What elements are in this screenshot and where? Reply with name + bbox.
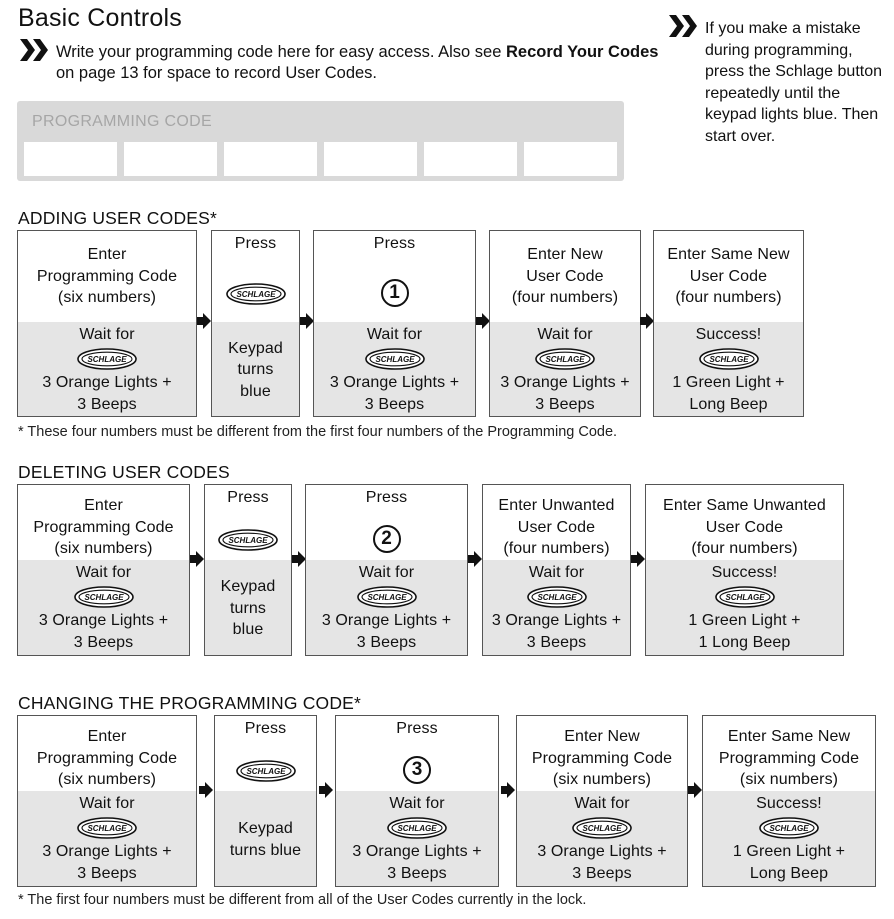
- step-status-label: Wait for: [574, 795, 630, 812]
- keypad-number-1-icon: 1: [381, 279, 409, 307]
- svg-text:SCHLAGE: SCHLAGE: [245, 766, 286, 776]
- svg-text:SCHLAGE: SCHLAGE: [366, 593, 407, 602]
- page-title: Basic Controls: [18, 4, 182, 32]
- svg-text:SCHLAGE: SCHLAGE: [545, 355, 585, 364]
- schlage-button-icon: [226, 283, 286, 310]
- step-result-text: 1 Green Light +: [732, 843, 846, 860]
- deleting-section-title: DELETING USER CODES: [18, 462, 230, 482]
- deleting-step-card: [204, 484, 292, 656]
- step-result-text: 3 Beeps: [77, 865, 137, 882]
- step-status-label: Wait for: [79, 326, 135, 343]
- step-result-text: 3 Beeps: [572, 865, 632, 882]
- step-instruction-text: Enter: [84, 497, 123, 514]
- double-chevron-icon: [669, 15, 699, 37]
- step-instruction-text: User Code: [689, 267, 768, 285]
- step-instruction-text: Programming Code: [33, 518, 174, 536]
- adding-step-card: [17, 230, 197, 417]
- keypad-number-2-icon: 2: [373, 525, 401, 553]
- intro-bold-link: Record Your Codes: [505, 43, 659, 61]
- svg-text:SCHLAGE: SCHLAGE: [87, 355, 127, 364]
- step-result-text: 3 Beeps: [73, 634, 134, 651]
- intro-text: [56, 42, 666, 84]
- svg-text:SCHLAGE: SCHLAGE: [536, 593, 577, 602]
- step-result-text: Keypad: [228, 339, 283, 357]
- step-result-text: turns blue: [229, 841, 302, 859]
- step-instruction-text: Press: [227, 489, 269, 506]
- flow-arrow-icon: [501, 782, 515, 798]
- schlage-lights-icon: [572, 817, 632, 844]
- step-status-label: Wait for: [537, 326, 593, 343]
- step-result-text: 1 Green Light +: [672, 374, 785, 391]
- step-status-label: Success!: [695, 326, 762, 343]
- step-instruction-text: Enter Same New: [727, 728, 851, 745]
- step-instruction-text: Press: [396, 720, 438, 737]
- svg-text:SCHLAGE: SCHLAGE: [397, 824, 437, 833]
- step-instruction-text: Enter Unwanted: [498, 497, 615, 514]
- step-instruction-text: Press: [365, 489, 408, 506]
- step-result-text: 3 Orange Lights +: [537, 843, 667, 860]
- flow-arrow-icon: [688, 782, 702, 798]
- step-instruction-text: (six numbers): [54, 540, 153, 557]
- step-result-text: 3 Orange Lights +: [42, 374, 172, 391]
- svg-text:SCHLAGE: SCHLAGE: [582, 824, 622, 833]
- programming-code-panel: [17, 101, 624, 181]
- step-result-text: 1 Long Beep: [698, 634, 791, 651]
- changing-step-card: [335, 715, 499, 887]
- changing-section-title: CHANGING THE PROGRAMMING CODE*: [18, 693, 362, 713]
- step-instruction-text: Enter New: [527, 246, 603, 264]
- step-status-label: Success!: [711, 564, 778, 581]
- schlage-button-icon: [236, 760, 296, 787]
- step-result-text: Keypad: [220, 578, 276, 596]
- schlage-lights-icon: [715, 586, 775, 613]
- adding-section-title: ADDING USER CODES*: [18, 208, 218, 228]
- step-result-text: 3 Beeps: [526, 634, 587, 651]
- step-instruction-text: Press: [373, 235, 416, 252]
- changing-step-card: [516, 715, 688, 887]
- step-status-label: Wait for: [528, 564, 585, 581]
- svg-text:SCHLAGE: SCHLAGE: [228, 535, 268, 545]
- step-result-text: 3 Beeps: [364, 396, 425, 413]
- svg-text:SCHLAGE: SCHLAGE: [374, 355, 415, 364]
- step-result-text: blue: [232, 621, 264, 639]
- svg-text:SCHLAGE: SCHLAGE: [724, 593, 765, 602]
- step-result-text: 3 Orange Lights +: [352, 843, 482, 860]
- code-digit-box[interactable]: [424, 142, 517, 176]
- flow-arrow-icon: [199, 782, 213, 798]
- code-digit-box[interactable]: [524, 142, 617, 176]
- step-result-text: 3 Orange Lights +: [329, 374, 460, 391]
- flow-arrow-icon: [292, 551, 306, 567]
- adding-footnote: * These four numbers must be different from the first four numbers of the Programming Code.: [18, 424, 618, 440]
- step-instruction-text: Press: [244, 720, 287, 737]
- step-result-text: 3 Orange Lights +: [500, 374, 630, 391]
- svg-text:SCHLAGE: SCHLAGE: [87, 824, 127, 833]
- step-instruction-text: Enter: [87, 728, 127, 745]
- flow-arrow-icon: [476, 313, 490, 329]
- step-result-text: 3 Orange Lights +: [42, 843, 172, 860]
- step-instruction-text: (four numbers): [675, 289, 782, 307]
- flow-arrow-icon: [319, 782, 333, 798]
- deleting-step-card: [305, 484, 468, 656]
- step-status-label: Success!: [756, 795, 822, 812]
- changing-step-card: [702, 715, 876, 887]
- step-result-text: Long Beep: [749, 865, 829, 882]
- step-instruction-text: Programming Code: [718, 749, 860, 767]
- svg-text:SCHLAGE: SCHLAGE: [83, 593, 124, 602]
- step-instruction-text: (six numbers): [552, 771, 652, 788]
- code-digit-box[interactable]: [24, 142, 117, 176]
- step-instruction-text: Press: [234, 235, 277, 252]
- step-result-text: 3 Beeps: [356, 634, 417, 651]
- schlage-lights-icon: [759, 817, 819, 844]
- step-instruction-text: Programming Code: [531, 749, 673, 767]
- schlage-lights-icon: [387, 817, 447, 844]
- flow-arrow-icon: [190, 551, 204, 567]
- step-result-text: 3 Beeps: [387, 865, 447, 882]
- step-status-label: Wait for: [358, 564, 415, 581]
- flow-arrow-icon: [640, 313, 654, 329]
- schlage-lights-icon: [699, 348, 759, 375]
- schlage-lights-icon: [77, 817, 137, 844]
- deleting-step-card: [645, 484, 844, 656]
- step-result-text: turns: [229, 599, 267, 617]
- step-status-label: Wait for: [79, 795, 135, 812]
- flow-arrow-icon: [468, 551, 482, 567]
- step-instruction-text: Enter: [87, 246, 127, 264]
- step-result-text: turns: [237, 361, 274, 379]
- programming-code-label: PROGRAMMING CODE: [32, 113, 212, 130]
- svg-text:SCHLAGE: SCHLAGE: [769, 824, 809, 833]
- step-result-text: Long Beep: [689, 396, 768, 413]
- changing-step-card: [214, 715, 317, 887]
- mistake-tip: If you make a mistake during programming, press the Schlage button repeatedly until the keypad lights blue. Then start over.: [705, 20, 883, 145]
- schlage-lights-icon: [527, 586, 587, 613]
- step-instruction-text: (four numbers): [503, 540, 610, 557]
- schlage-lights-icon: [74, 586, 134, 613]
- code-digit-box[interactable]: [324, 142, 417, 176]
- flow-arrow-icon: [300, 313, 314, 329]
- step-status-label: Wait for: [75, 564, 132, 581]
- intro-text-start: Write your programming code here for easy access. Also see: [56, 43, 506, 61]
- step-status-label: Wait for: [389, 795, 445, 812]
- step-instruction-text: Enter Same New: [667, 246, 790, 264]
- svg-text:SCHLAGE: SCHLAGE: [708, 355, 749, 364]
- schlage-lights-icon: [357, 586, 417, 613]
- adding-step-card: [489, 230, 641, 417]
- step-result-text: 3 Orange Lights +: [321, 612, 452, 629]
- step-result-text: 3 Orange Lights +: [491, 612, 622, 629]
- deleting-step-card: [17, 484, 190, 656]
- step-instruction-text: (four numbers): [691, 540, 798, 557]
- step-instruction-text: Enter Same Unwanted: [663, 497, 826, 514]
- schlage-lights-icon: [535, 348, 595, 375]
- adding-step-card: [211, 230, 300, 417]
- step-result-text: 1 Green Light +: [688, 612, 801, 629]
- step-instruction-text: (six numbers): [57, 771, 157, 788]
- step-result-text: 3 Orange Lights +: [38, 612, 169, 629]
- changing-step-card: [17, 715, 197, 887]
- step-result-text: Keypad: [238, 820, 293, 837]
- step-instruction-text: User Code: [517, 518, 596, 536]
- step-instruction-text: (six numbers): [739, 771, 839, 788]
- deleting-step-card: [482, 484, 631, 656]
- step-result-text: blue: [240, 382, 271, 400]
- flow-arrow-icon: [631, 551, 645, 567]
- schlage-button-icon: [218, 529, 278, 556]
- schlage-lights-icon: [365, 348, 425, 375]
- step-instruction-text: (six numbers): [57, 289, 157, 307]
- adding-step-card: [313, 230, 476, 417]
- flow-arrow-icon: [197, 313, 211, 329]
- keypad-number-3-icon: 3: [403, 756, 431, 784]
- step-instruction-text: User Code: [526, 267, 604, 285]
- svg-text:SCHLAGE: SCHLAGE: [235, 289, 276, 299]
- changing-footnote: * The first four numbers must be different from all of the User Codes currently in the lock.: [18, 892, 587, 908]
- step-instruction-text: User Code: [705, 518, 784, 536]
- step-instruction-text: (four numbers): [511, 289, 619, 307]
- intro-text-end: on page 13 for space to record User Codes.: [56, 64, 378, 82]
- adding-step-card: [653, 230, 804, 417]
- code-digit-box[interactable]: [224, 142, 317, 176]
- step-instruction-text: Programming Code: [36, 749, 178, 767]
- step-status-label: Wait for: [366, 326, 423, 343]
- step-result-text: 3 Beeps: [535, 396, 595, 413]
- step-instruction-text: Programming Code: [36, 267, 178, 285]
- step-instruction-text: Enter New: [564, 728, 640, 745]
- schlage-lights-icon: [77, 348, 137, 375]
- double-chevron-icon: [20, 39, 50, 61]
- step-result-text: 3 Beeps: [77, 396, 137, 413]
- code-digit-box[interactable]: [124, 142, 217, 176]
